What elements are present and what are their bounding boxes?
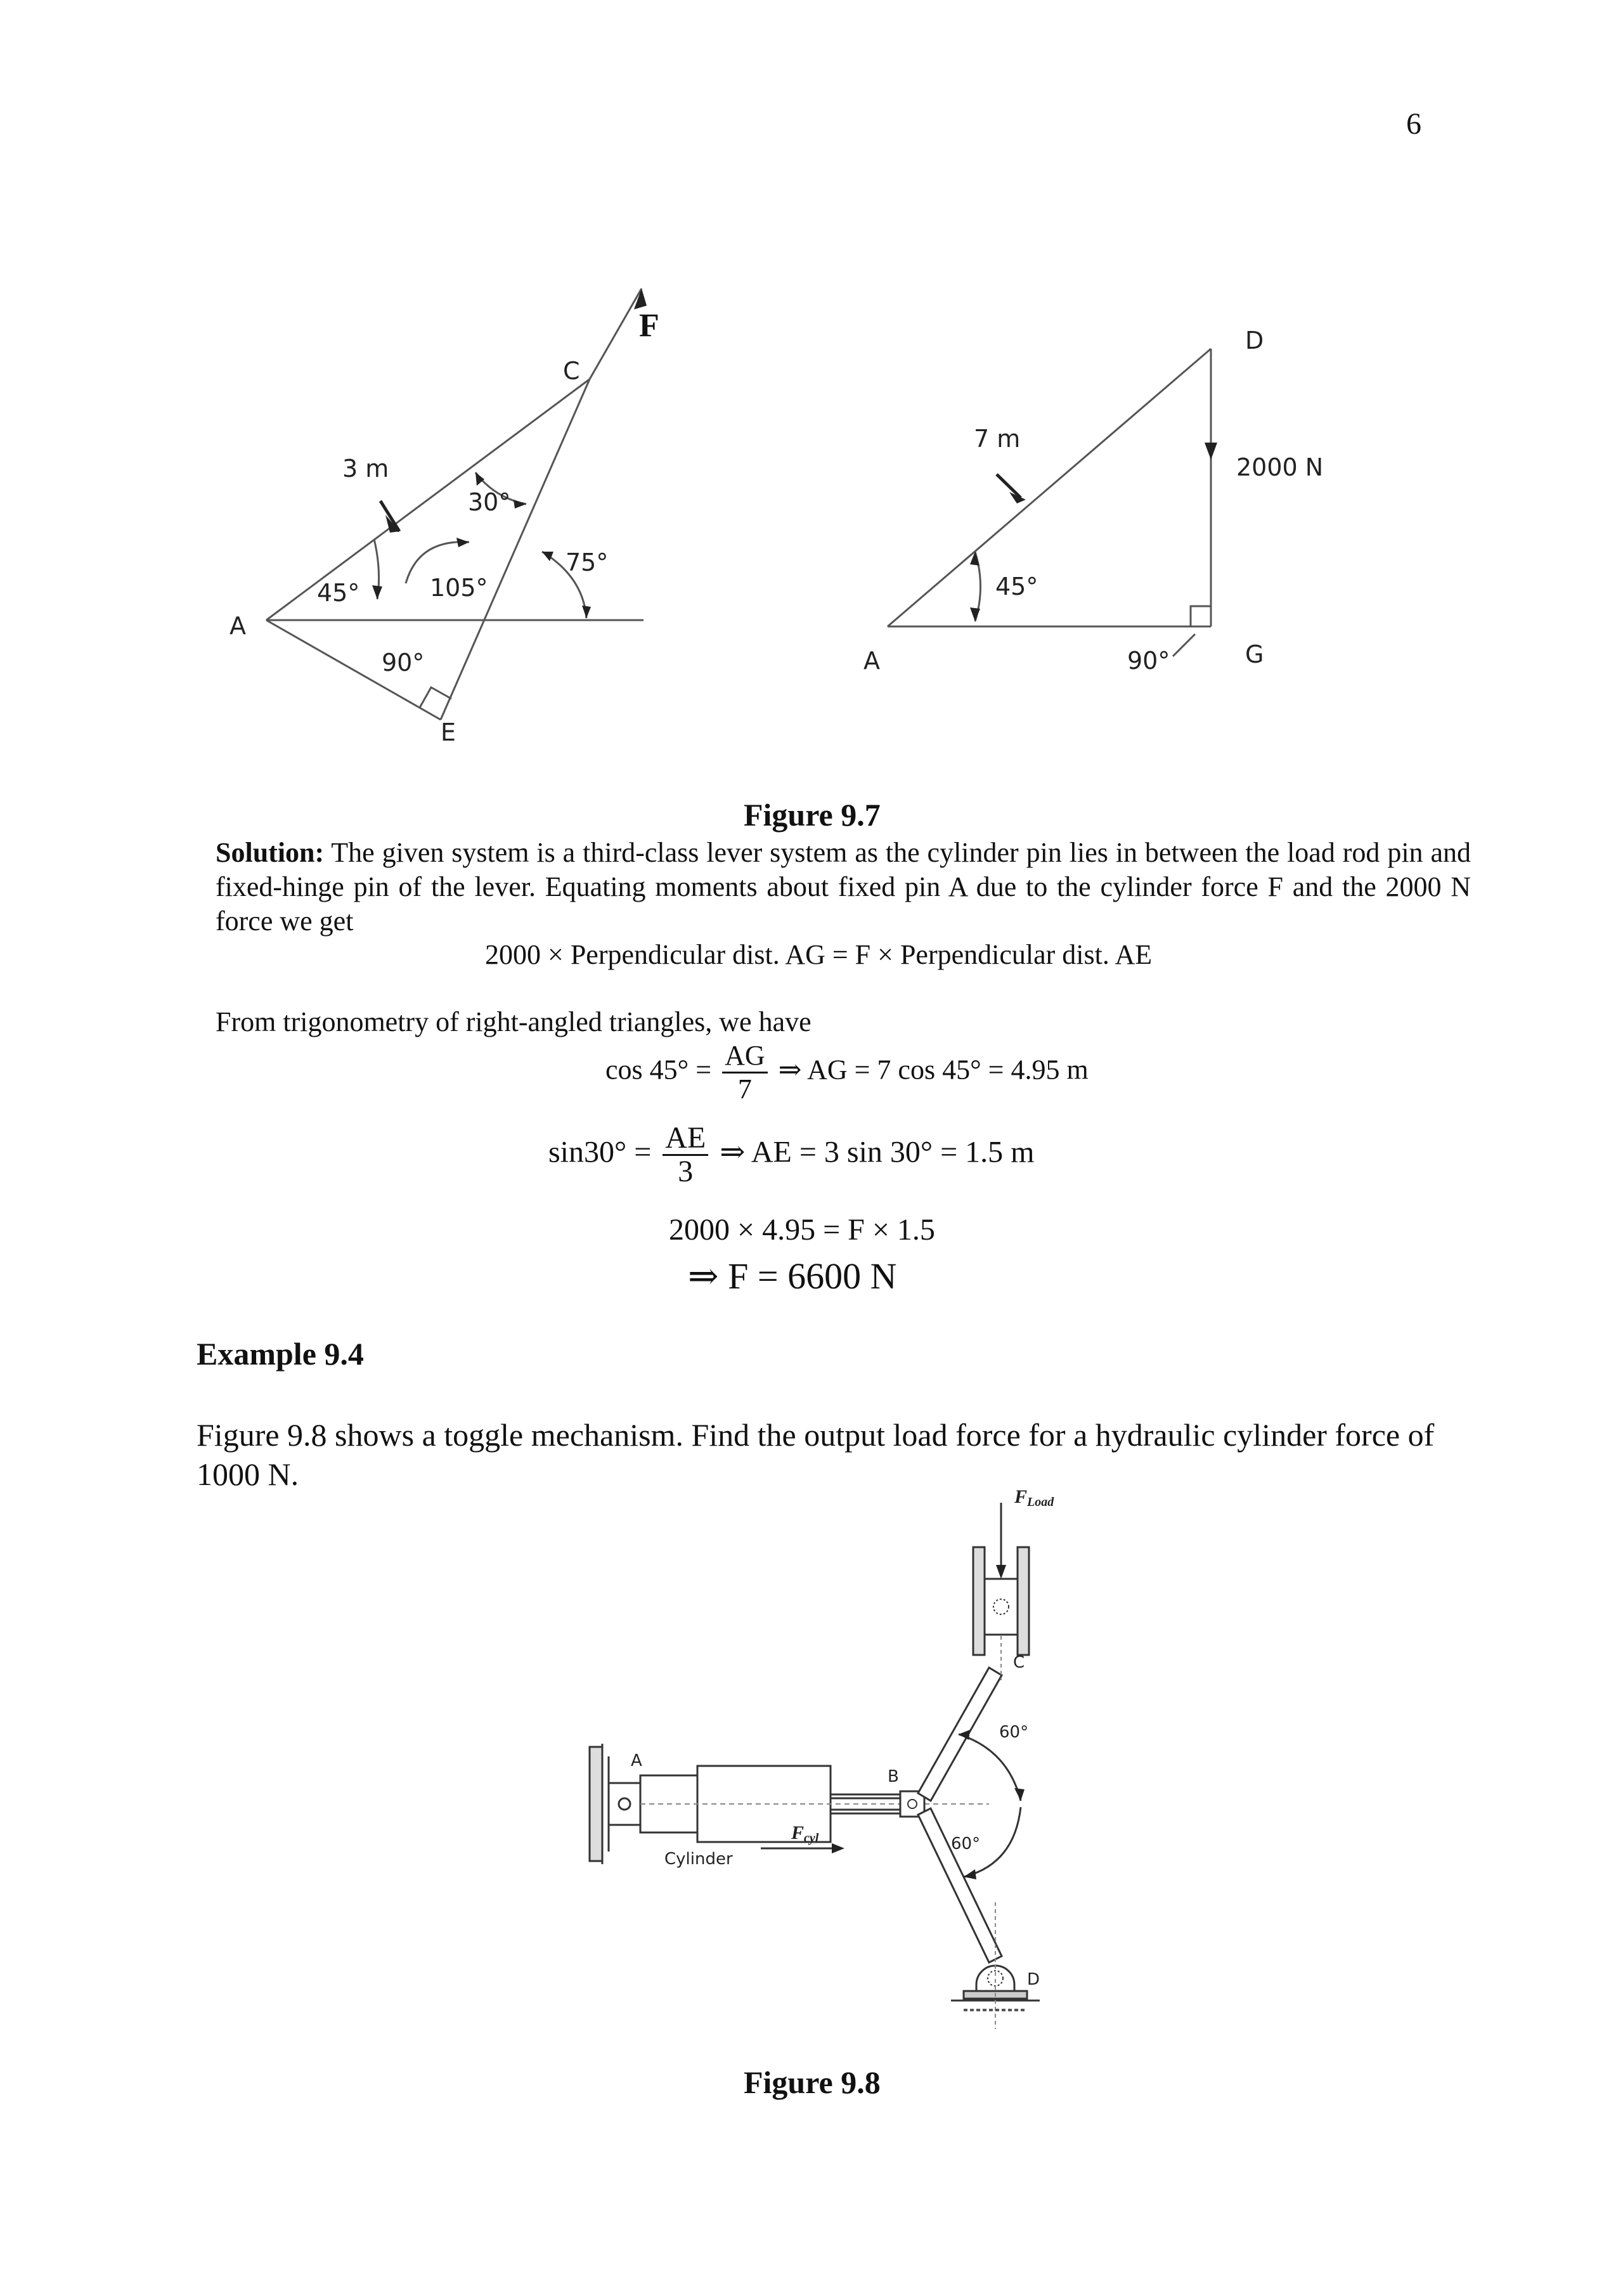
label-c: C xyxy=(563,357,580,385)
solution-text: The given system is a third-class lever system as the cylinder pin lies in between the load rod pin and fixed-hinge pin of the lever. Equating moments about fixed pin A due to the cylinder force F and the 2000 N force we get xyxy=(216,837,1471,937)
page-number: 6 xyxy=(1406,107,1421,141)
label-angle-90: 90° xyxy=(382,649,425,677)
cos-equation xyxy=(605,1040,1089,1105)
sin-fraction xyxy=(663,1122,708,1188)
sin-numerator: AE xyxy=(663,1122,708,1156)
label-g: G xyxy=(1245,640,1264,668)
label-a-fig98: A xyxy=(631,1751,642,1770)
example-text: Figure 9.8 shows a toggle mechanism. Find the output load force for a hydraulic cylinder force of 1000 N. xyxy=(197,1417,1435,1492)
figure-9-7-right-diagram xyxy=(850,317,1369,697)
cos-numerator: AG xyxy=(722,1040,768,1073)
label-angle-105: 105° xyxy=(430,574,488,602)
cos-rhs: ⇒ AG = 7 cos 45° = 4.95 m xyxy=(778,1054,1089,1086)
sin-equation xyxy=(548,1122,1035,1188)
label-angle-top: 60° xyxy=(999,1723,1029,1742)
label-d-fig98: D xyxy=(1027,1970,1040,1989)
label-e: E xyxy=(441,718,456,746)
label-angle-90-right: 90° xyxy=(1127,647,1170,675)
trig-intro: From trigonometry of right-angled triangles, we have xyxy=(216,1006,812,1037)
example-heading: Example 9.4 xyxy=(197,1336,364,1372)
label-cylinder: Cylinder xyxy=(664,1850,733,1869)
result-equation-1: 2000 × 4.95 = F × 1.5 xyxy=(669,1213,935,1247)
label-a-right: A xyxy=(863,647,880,675)
figure-9-8-caption: Figure 9.8 xyxy=(744,2065,881,2100)
result-equation-2: ⇒ F = 6600 N xyxy=(688,1255,897,1297)
figure-9-8-diagram xyxy=(571,1484,1052,2042)
sin-lhs: sin30° = xyxy=(548,1135,652,1169)
figure-9-7-caption: Figure 9.7 xyxy=(744,797,881,833)
solution-lead: Solution: xyxy=(216,837,325,868)
label-c-fig98: C xyxy=(1013,1653,1025,1672)
label-length-3m: 3 m xyxy=(342,455,389,483)
label-f-cyl: Fcyl xyxy=(791,1822,819,1845)
cos-fraction xyxy=(722,1040,768,1105)
label-f-load: FLoad xyxy=(1014,1486,1054,1509)
moment-equation: 2000 × Perpendicular dist. AG = F × Perpendicular dist. AE xyxy=(485,939,1153,970)
solution-paragraph xyxy=(216,836,1471,938)
sin-rhs: ⇒ AE = 3 sin 30° = 1.5 m xyxy=(720,1135,1035,1169)
label-length-7m: 7 m xyxy=(974,425,1021,453)
figure-9-7-left-diagram xyxy=(216,273,685,755)
label-angle-30: 30° xyxy=(468,488,511,516)
label-force-2000n: 2000 N xyxy=(1236,453,1324,481)
label-b-fig98: B xyxy=(888,1767,899,1786)
sin-denominator: 3 xyxy=(678,1155,694,1188)
label-angle-75: 75° xyxy=(566,548,609,576)
label-d: D xyxy=(1245,327,1264,354)
cos-denominator: 7 xyxy=(737,1073,752,1105)
label-a: A xyxy=(230,612,246,640)
label-angle-45-right: 45° xyxy=(995,573,1038,600)
label-angle-bottom: 60° xyxy=(951,1834,981,1853)
label-angle-45: 45° xyxy=(317,579,360,607)
cos-lhs: cos 45° = xyxy=(605,1054,712,1086)
label-force-f: F xyxy=(639,308,659,344)
